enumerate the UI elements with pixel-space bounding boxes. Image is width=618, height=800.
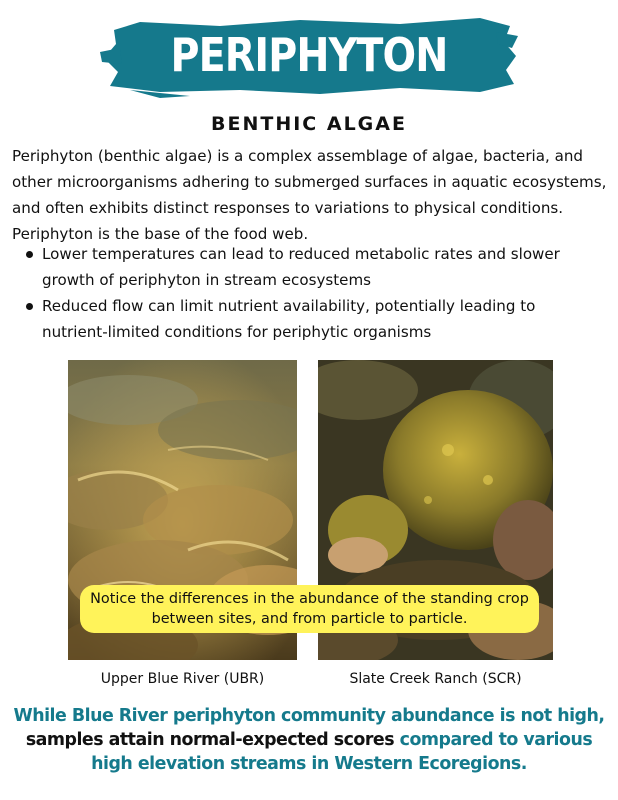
bullet-list <box>42 241 602 345</box>
bullet-text: Reduced flow can limit nutrient availability, potentially leading to nutrient-limited conditions for periphytic organisms <box>42 297 536 341</box>
bullet-item <box>42 241 602 293</box>
bullet-dot <box>26 303 33 310</box>
conclusion-part-2: samples attain normal-expected scores <box>25 730 395 750</box>
bullet-item <box>42 293 602 345</box>
page-title: PERIPHYTON <box>170 28 448 82</box>
photo-caption-scr: Slate Creek Ranch (SCR) <box>349 671 522 687</box>
photo-caption-ubr: Upper Blue River (UBR) <box>100 671 265 687</box>
title-banner <box>100 12 518 98</box>
bullet-dot <box>26 251 33 258</box>
bullet-text: Lower temperatures can lead to reduced metabolic rates and slower growth of periphyton in stream ecosystems <box>42 245 560 289</box>
callout-note: Notice the differences in the abundance of the standing crop between sites, and from particle to particle. <box>80 585 539 633</box>
page-subtitle: BENTHIC ALGAE <box>211 113 407 135</box>
intro-paragraph: Periphyton (benthic algae) is a complex assemblage of algae, bacteria, and other microorganisms adhering to submerged surfaces in aquatic ecosystems, and often exhibits distinct responses to variations to physical conditions. Periphyton is the base of the food web. <box>12 147 607 243</box>
conclusion-part-1: While Blue River periphyton community abundance is not high, <box>13 706 605 726</box>
conclusion-part-3: compared to various high elevation streams in Western Ecoregions. <box>91 730 593 774</box>
conclusion-statement <box>4 704 614 776</box>
